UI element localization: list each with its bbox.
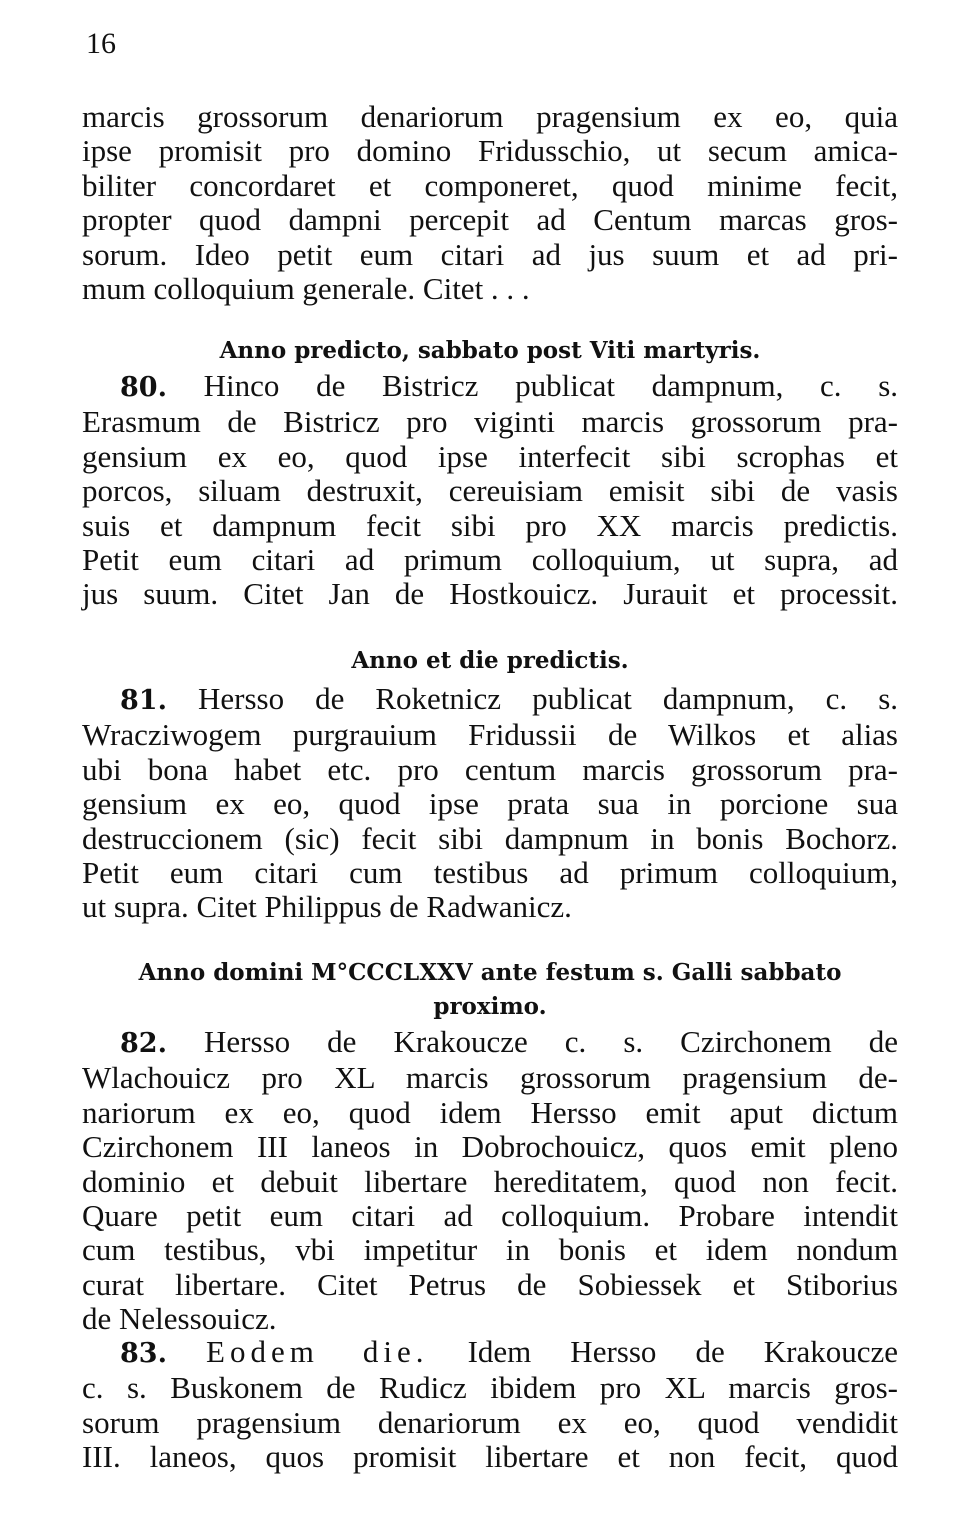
entry-number: 81. — [120, 685, 167, 716]
text-line: Wlachouicz pro XL marcis grossorum pragensium de- — [82, 1060, 898, 1096]
entry-first-line-text: Hersso de Roketnicz publicat dampnum, c. s. — [198, 681, 899, 716]
page-number: 16 — [86, 27, 116, 60]
text-line: marcis grossorum denariorum pragensium ex eo, quia — [82, 99, 898, 134]
entry-first-line — [82, 682, 898, 718]
text-line: jus suum. Citet Jan de Hostkouicz. Jurauit et processit. — [82, 576, 898, 612]
entry-first-line — [82, 1335, 898, 1371]
section-heading — [82, 334, 898, 368]
spaced-phrase: Eodem die. — [206, 1334, 429, 1369]
text-line: sorum. Ideo petit eum citari ad jus suum et ad pri- — [82, 236, 898, 272]
heading-line: proximo. — [433, 993, 547, 1020]
entry-first-line — [82, 369, 898, 405]
text-line: de Nelessouicz. — [82, 1301, 277, 1337]
text-line: Petit eum citari ad primum colloquium, ut supra, ad — [82, 542, 898, 578]
entry-80 — [82, 369, 898, 612]
entry-first-line-text: Hinco de Bistricz publicat dampnum, c. s. — [203, 368, 899, 403]
entry-number: 83. — [120, 1338, 167, 1369]
section-heading — [82, 956, 898, 1024]
text-line: destruccionem (sic) fecit sibi dampnum in bonis Bochorz. — [82, 820, 898, 856]
intro-paragraph — [82, 100, 898, 306]
section-heading — [82, 644, 898, 678]
text-line: biliter concordaret et componeret, quod minime fecit, — [82, 167, 898, 203]
text-line: ut supra. Citet Philippus de Radwanicz. — [82, 889, 572, 925]
text-line: suis et dampnum fecit sibi pro XX marcis predictis. — [82, 507, 898, 543]
text-line: nariorum ex eo, quod idem Hersso emit aput dictum — [82, 1094, 898, 1130]
entry-82 — [82, 1025, 898, 1337]
text-line: ipse promisit pro domino Fridusschio, ut secum amica- — [82, 133, 898, 169]
entry-number: 82. — [120, 1028, 167, 1059]
text-line: Erasmum de Bistricz pro viginti marcis grossorum pra- — [82, 404, 898, 440]
text-line: c. s. Buskonem de Rudicz ibidem pro XL marcis gros- — [82, 1370, 898, 1406]
text-line: cum testibus, vbi impetitur in bonis et idem nondum — [82, 1232, 898, 1268]
heading-line: Anno domini M°CCCLXXV ante festum s. Galli sabbato — [138, 959, 842, 986]
text-line: III. laneos, quos promisit libertare et non fecit, quod — [82, 1439, 898, 1475]
entry-83 — [82, 1335, 898, 1475]
entry-first-line — [82, 1025, 898, 1061]
entry-81 — [82, 682, 898, 925]
text-line: sorum pragensium denariorum ex eo, quod vendidit — [82, 1404, 898, 1440]
text-line: propter quod dampni percepit ad Centum marcas gros- — [82, 202, 898, 238]
text-line: gensium ex eo, quod ipse prata sua in porcione sua — [82, 786, 898, 822]
text-line: dominio et debuit libertare hereditatem, quod non fecit. — [82, 1163, 898, 1199]
heading-line: Anno predicto, sabbato post Viti martyris. — [219, 337, 761, 364]
text-line: curat libertare. Citet Petrus de Sobiessek et Stiborius — [82, 1266, 898, 1302]
text-line: Quare petit eum citari ad colloquium. Probare intendit — [82, 1198, 898, 1234]
heading-line: Anno et die predictis. — [351, 647, 629, 674]
text-line: Petit eum citari cum testibus ad primum colloquium, — [82, 855, 898, 891]
text-line: ubi bona habet etc. pro centum marcis grossorum pra- — [82, 751, 898, 787]
text-line: mum colloquium generale. Citet . . . — [82, 271, 530, 307]
text-line: Czirchonem III laneos in Dobrochouicz, quos emit pleno — [82, 1129, 898, 1165]
text-line: gensium ex eo, quod ipse interfecit sibi scrophas et — [82, 438, 898, 474]
entry-number: 80. — [120, 372, 167, 403]
entry-first-line-text: Hersso de Krakoucze c. s. Czirchonem de — [204, 1024, 898, 1059]
entry-first-line-text: Idem Hersso de Krakoucze — [467, 1334, 898, 1369]
text-line: porcos, siluam destruxit, cereuisiam emisit sibi de vasis — [82, 473, 898, 509]
text-line: Wracziwogem purgrauium Fridussii de Wilkos et alias — [82, 717, 898, 753]
